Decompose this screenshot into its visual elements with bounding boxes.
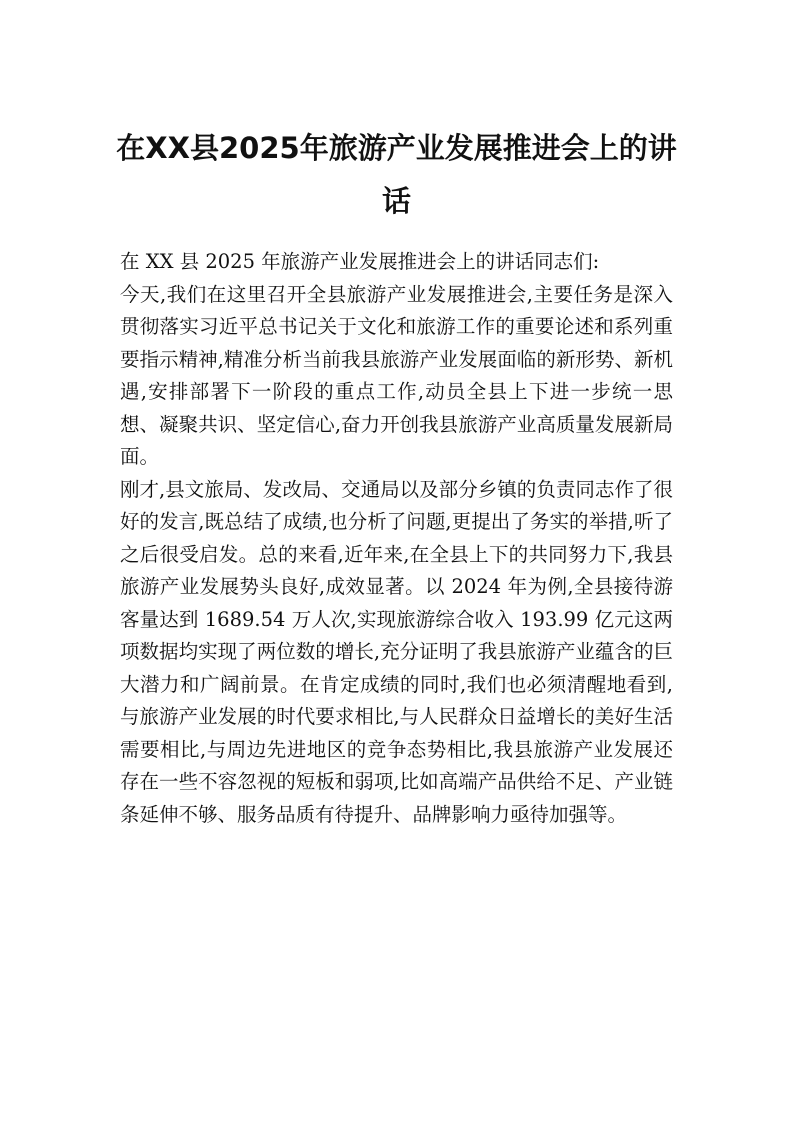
salutation-paragraph: 在 XX 县 2025 年旅游产业发展推进会上的讲话同志们: bbox=[120, 250, 600, 273]
document-title: 在XX县2025年旅游产业发展推进会上的讲话 bbox=[116, 131, 677, 218]
review-paragraph: 刚才,县文旅局、发改局、交通局以及部分乡镇的负责同志作了很好的发言,既总结了成绩,也分析了问题,更提出了务实的举措,听了之后很受启发。总的来看,近年来,在全县上下的共同努力下,我县旅游产业发展势头良好,成效显著。以 2024 年为例,全县接待游客量达到 1689.54 万人次,实现旅游综合收入 193.99 亿元这两项数据均实现了两位数的增长,充分证明了我县旅游产业蕴含的巨大潜力和广阔前景。在肯定成绩的同时,我们也必须清醒地看到,与旅游产业发展的时代要求相比,与人民群众日益增长的美好生活需要相比,与周边先进地区的竞争态势相比,我县旅游产业发展还存在一些不容忽视的短板和弱项,比如高端产品供给不足、产业链条延伸不够、服务品质有待提升、品牌影响力亟待加强等。 bbox=[120, 477, 673, 826]
intro-paragraph: 今天,我们在这里召开全县旅游产业发展推进会,主要任务是深入贯彻落实习近平总书记关于文化和旅游工作的重要论述和系列重要指示精神,精准分析当前我县旅游产业发展面临的新形势、新机遇,安排部署下一阶段的重点工作,动员全县上下进一步统一思想、凝聚共识、坚定信心,奋力开创我县旅游产业高质量发展新局面。 bbox=[120, 282, 673, 468]
document-body bbox=[120, 246, 673, 831]
